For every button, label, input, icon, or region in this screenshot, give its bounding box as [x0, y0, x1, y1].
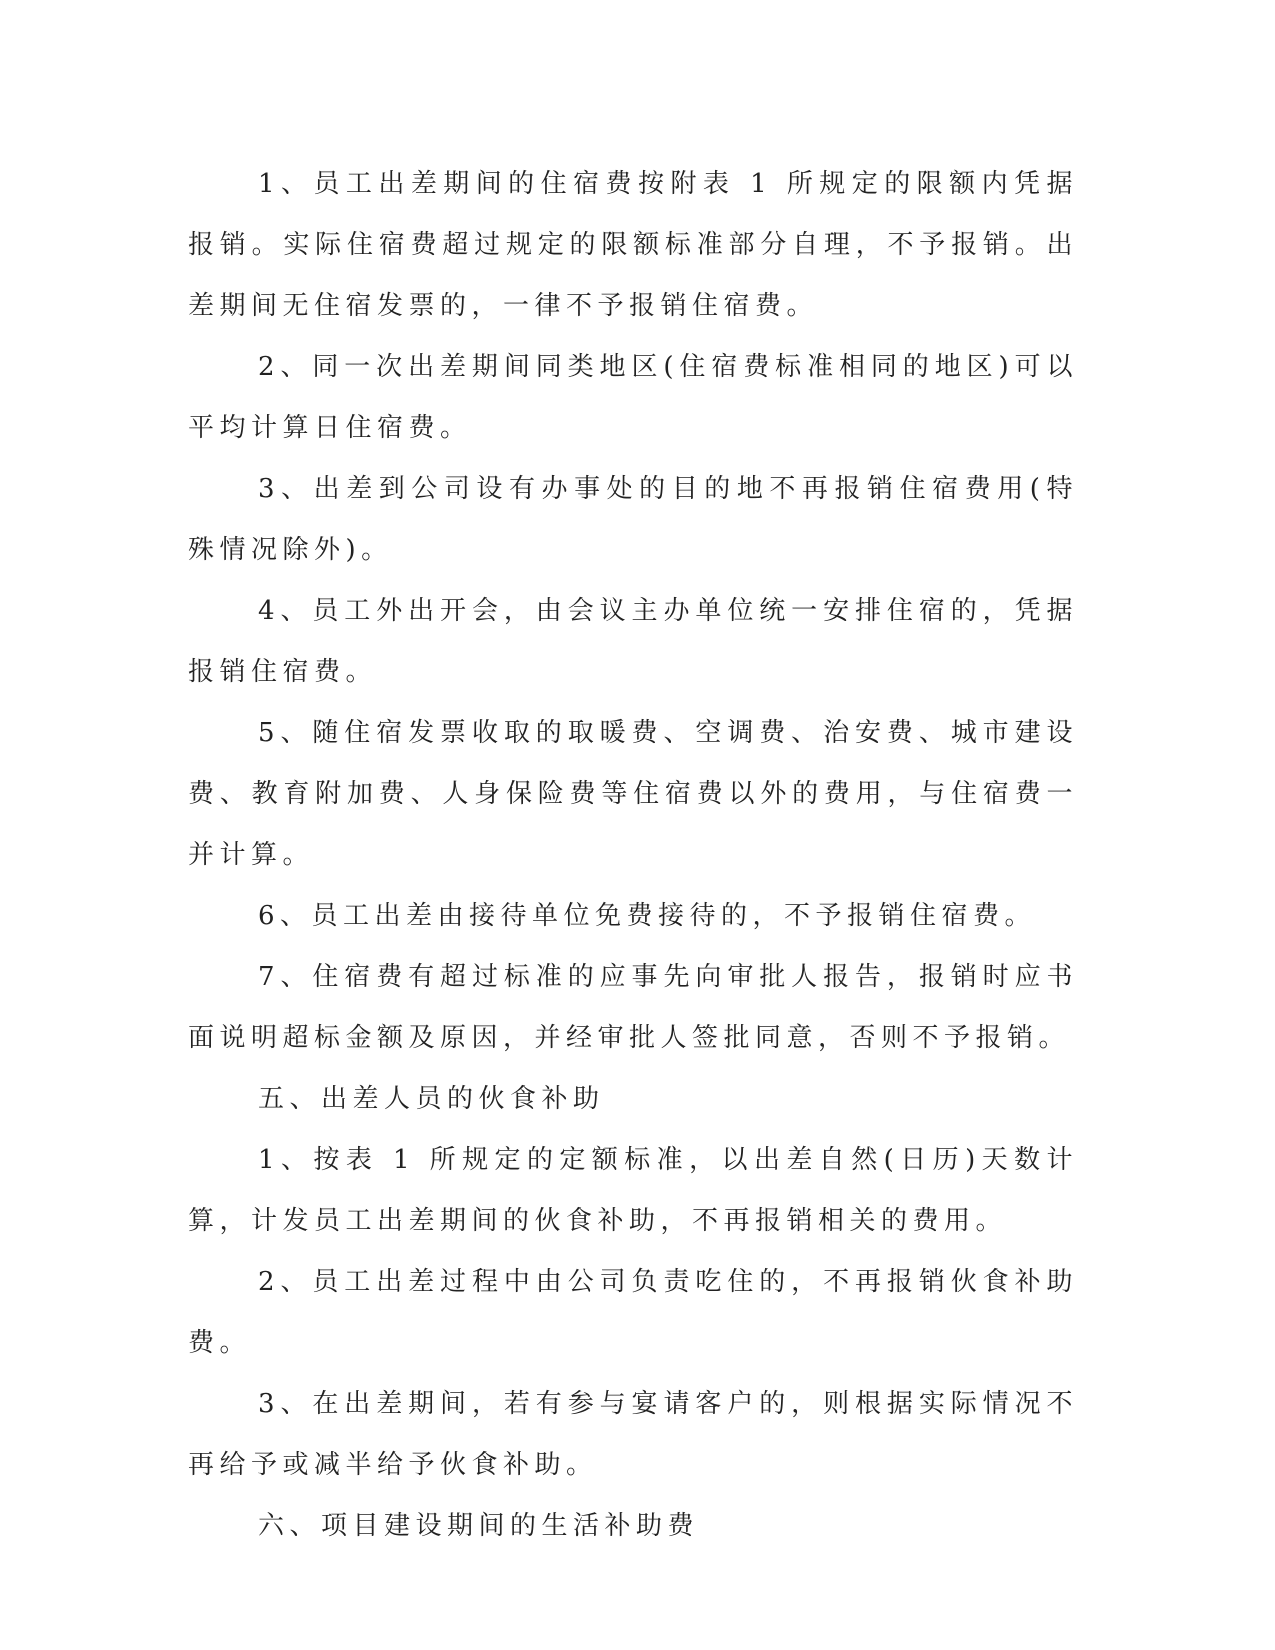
paragraph-company-board: 2、员工出差过程中由公司负责吃住的，不再报销伙食补助费。 [188, 1267, 1078, 1358]
paragraph-extra-fees: 5、随住宿发票收取的取暖费、空调费、治安费、城市建设费、教育附加费、人身保险费等住宿费以外的费用，与住宿费一并计算。 [188, 718, 1078, 870]
paragraph-free-reception: 6、员工出差由接待单位免费接待的，不予报销住宿费。 [258, 901, 1037, 931]
document-body [188, 154, 1078, 1557]
paragraph-lodging-limit: 1、员工出差期间的住宿费按附表 1 所规定的限额内凭据报销。实际住宿费超过规定的限额标准部分自理，不予报销。出差期间无住宿发票的，一律不予报销住宿费。 [188, 169, 1078, 321]
section-heading-meal-allowance: 五、出差人员的伙食补助 [258, 1084, 605, 1114]
paragraph-average-lodging: 2、同一次出差期间同类地区(住宿费标准相同的地区)可以平均计算日住宿费。 [188, 352, 1078, 443]
paragraph-over-standard: 7、住宿费有超过标准的应事先向审批人报告，报销时应书面说明超标金额及原因，并经审批人签批同意，否则不予报销。 [188, 962, 1078, 1053]
paragraph-meeting-lodging: 4、员工外出开会，由会议主办单位统一安排住宿的，凭据报销住宿费。 [188, 596, 1078, 687]
paragraph-client-banquet: 3、在出差期间，若有参与宴请客户的，则根据实际情况不再给予或减半给予伙食补助。 [188, 1389, 1078, 1480]
paragraph-office-destination: 3、出差到公司设有办事处的目的地不再报销住宿费用(特殊情况除外)。 [188, 474, 1078, 565]
paragraph-meal-standard: 1、按表 1 所规定的定额标准，以出差自然(日历)天数计算，计发员工出差期间的伙食补助，不再报销相关的费用。 [188, 1145, 1078, 1236]
section-heading-living-allowance: 六、项目建设期间的生活补助费 [258, 1511, 700, 1541]
